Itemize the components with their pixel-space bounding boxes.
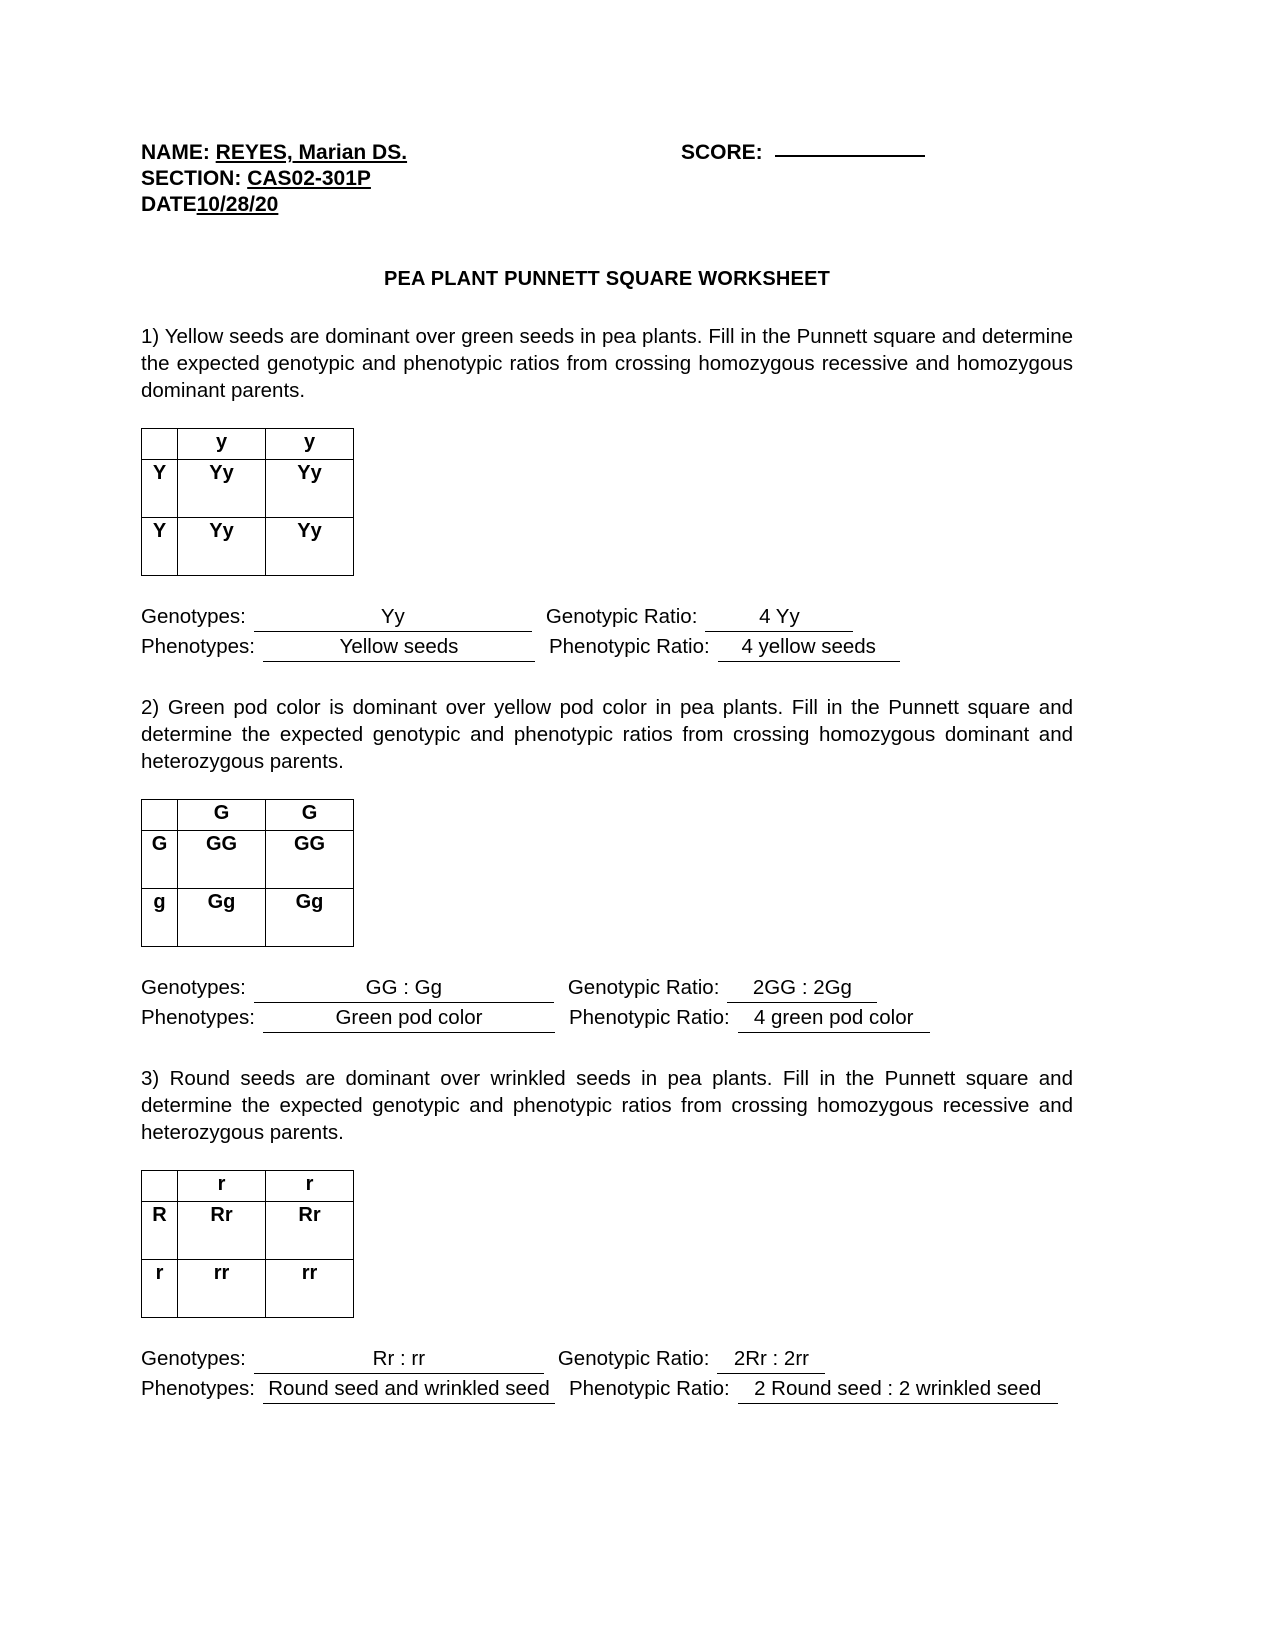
table-row: [142, 1202, 354, 1260]
phenotypes-value[interactable]: Yellow seeds: [263, 632, 535, 662]
date-label: DATE: [141, 193, 197, 216]
punnett-3-col-header-1: r: [178, 1171, 266, 1202]
punnett-2-cell-2-2[interactable]: Gg: [266, 889, 354, 947]
punnett-2-cell-1-1[interactable]: GG: [178, 831, 266, 889]
score-blank-field[interactable]: [775, 155, 925, 157]
punnett-1-col-header-1: y: [178, 429, 266, 460]
punnett-1-row-header-2: Y: [142, 518, 178, 576]
question-1-text: 1) Yellow seeds are dominant over green seeds in pea plants. Fill in the Punnett square and determine the expected genotypic and phenotypic ratios from crossing homozygous recessive and homozygous dominant parents.: [141, 325, 1073, 402]
punnett-1-row-header-1: Y: [142, 460, 178, 518]
punnett-1-col-header-2: y: [266, 429, 354, 460]
phenotypes-label: Phenotypes:: [141, 1377, 255, 1400]
genotypes-row: [141, 973, 1073, 1003]
phenotypic-ratio-label: Phenotypic Ratio:: [568, 1377, 730, 1400]
punnett-3-cell-2-2[interactable]: rr: [266, 1260, 354, 1318]
question-2-text: 2) Green pod color is dominant over yellow pod color in pea plants. Fill in the Punnett square and determine the expected genotypic and phenotypic ratios from crossing homozygous dominant and heterozygous parents.: [141, 696, 1073, 773]
genotypes-row: [141, 1344, 1073, 1374]
punnett-2-row-header-1: G: [142, 831, 178, 889]
table-row: [142, 831, 354, 889]
punnett-3-cell-1-2[interactable]: Rr: [266, 1202, 354, 1260]
genotypic-ratio-value[interactable]: 2Rr : 2rr: [717, 1344, 825, 1374]
punnett-1-cell-2-1[interactable]: Yy: [178, 518, 266, 576]
name-value[interactable]: REYES, Marian DS.: [215, 141, 408, 164]
genotypic-ratio-label: Genotypic Ratio:: [545, 605, 698, 628]
section-label: SECTION:: [141, 167, 242, 190]
punnett-square-3: [141, 1170, 354, 1318]
phenotypes-value[interactable]: Green pod color: [263, 1003, 555, 1033]
phenotypes-value[interactable]: Round seed and wrinkled seed: [263, 1374, 555, 1404]
punnett-2-col-header-2: G: [266, 800, 354, 831]
genotypic-ratio-label: Genotypic Ratio:: [557, 1347, 710, 1370]
table-row: [142, 1171, 354, 1202]
punnett-1-cell-1-2[interactable]: Yy: [266, 460, 354, 518]
genotypes-label: Genotypes:: [141, 1347, 246, 1370]
phenotypic-ratio-value[interactable]: 4 green pod color: [738, 1003, 930, 1033]
table-row: [142, 800, 354, 831]
punnett-3-row-header-2: r: [142, 1260, 178, 1318]
name-label: NAME:: [141, 141, 210, 164]
name-line: [141, 140, 681, 166]
question-3-text: 3) Round seeds are dominant over wrinkled seeds in pea plants. Fill in the Punnett square and determine the expected genotypic and phenotypic ratios from crossing homozygous recessive and heterozygous parents.: [141, 1067, 1073, 1144]
phenotypes-label: Phenotypes:: [141, 1006, 255, 1029]
genotypes-label: Genotypes:: [141, 605, 246, 628]
genotypes-value[interactable]: Rr : rr: [254, 1344, 544, 1374]
punnett-square-2: [141, 799, 354, 947]
genotypes-value[interactable]: Yy: [254, 602, 532, 632]
punnett-3-cell-2-1[interactable]: rr: [178, 1260, 266, 1318]
punnett-2-corner: [142, 800, 178, 831]
page-title: PEA PLANT PUNNETT SQUARE WORKSHEET: [383, 268, 831, 290]
table-row: [142, 429, 354, 460]
score-section: [681, 140, 925, 166]
page-content: [141, 140, 1073, 1404]
date-line: [141, 192, 681, 218]
phenotypes-label: Phenotypes:: [141, 635, 255, 658]
punnett-2-cell-2-1[interactable]: Gg: [178, 889, 266, 947]
genotypes-value[interactable]: GG : Gg: [254, 973, 554, 1003]
phenotypes-row: [141, 1374, 1073, 1404]
table-row: [142, 1260, 354, 1318]
student-info-header: [141, 140, 1073, 218]
table-row: [142, 889, 354, 947]
phenotypes-row: [141, 632, 1073, 662]
punnett-2-cell-1-2[interactable]: GG: [266, 831, 354, 889]
genotypic-ratio-value[interactable]: 2GG : 2Gg: [727, 973, 877, 1003]
table-row: [142, 460, 354, 518]
punnett-3-cell-1-1[interactable]: Rr: [178, 1202, 266, 1260]
section-value[interactable]: CAS02-301P: [247, 167, 371, 190]
question-2-answers: [141, 973, 1073, 1033]
score-label: SCORE:: [681, 141, 763, 164]
phenotypic-ratio-value[interactable]: 4 yellow seeds: [718, 632, 900, 662]
date-value[interactable]: 10/28/20: [196, 193, 279, 216]
punnett-square-1: [141, 428, 354, 576]
punnett-3-row-header-1: R: [142, 1202, 178, 1260]
question-3-answers: [141, 1344, 1073, 1404]
student-info-left: [141, 140, 681, 218]
genotypes-label: Genotypes:: [141, 976, 246, 999]
genotypes-row: [141, 602, 1073, 632]
phenotypic-ratio-label: Phenotypic Ratio:: [568, 1006, 730, 1029]
genotypic-ratio-value[interactable]: 4 Yy: [705, 602, 853, 632]
punnett-1-corner: [142, 429, 178, 460]
phenotypic-ratio-value[interactable]: 2 Round seed : 2 wrinkled seed: [738, 1374, 1058, 1404]
section-line: [141, 166, 681, 192]
punnett-3-corner: [142, 1171, 178, 1202]
punnett-3-col-header-2: r: [266, 1171, 354, 1202]
punnett-1-cell-1-1[interactable]: Yy: [178, 460, 266, 518]
phenotypic-ratio-label: Phenotypic Ratio:: [548, 635, 710, 658]
table-row: [142, 518, 354, 576]
punnett-2-row-header-2: g: [142, 889, 178, 947]
genotypic-ratio-label: Genotypic Ratio:: [567, 976, 720, 999]
punnett-1-cell-2-2[interactable]: Yy: [266, 518, 354, 576]
phenotypes-row: [141, 1003, 1073, 1033]
punnett-2-col-header-1: G: [178, 800, 266, 831]
question-1-answers: [141, 602, 1073, 662]
